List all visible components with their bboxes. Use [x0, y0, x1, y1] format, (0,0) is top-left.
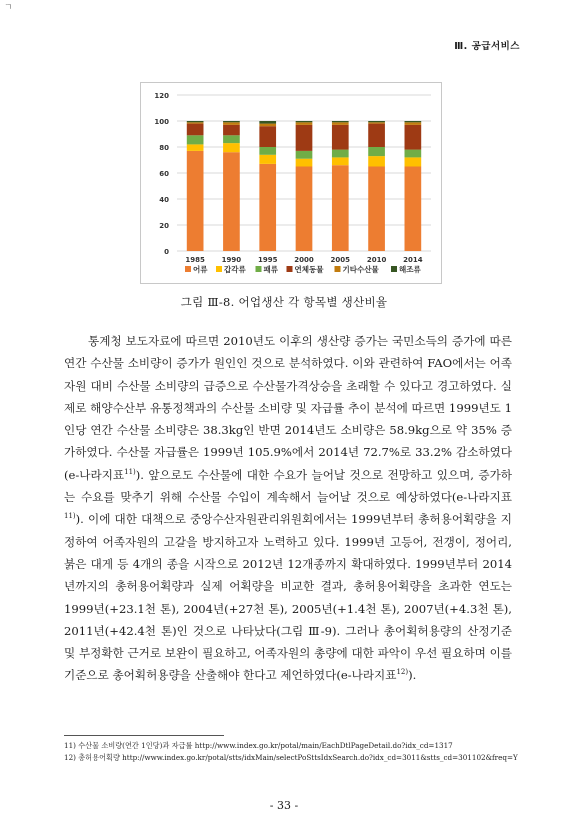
bar-segment: [368, 167, 385, 252]
bar-segment: [223, 121, 240, 122]
bar-segment: [368, 121, 385, 122]
bar-segment: [187, 124, 204, 136]
stacked-bar-chart: [140, 82, 442, 284]
bar-segment: [405, 122, 422, 125]
bar-segment: [259, 164, 276, 251]
bar-segment: [296, 159, 313, 167]
bar-segment: [332, 125, 349, 150]
bar-segment: [296, 151, 313, 159]
bar-segment: [223, 143, 240, 152]
bar-segment: [223, 122, 240, 125]
y-tick-label: 20: [159, 222, 169, 230]
bar-segment: [332, 150, 349, 158]
section-header: Ⅲ. 공급서비스: [454, 41, 520, 52]
y-tick-label: 120: [154, 92, 169, 100]
footnote-12: 12) 총허용어획량 http://www.index.go.kr/potal/stts/idxMain/selectPoSttsIdxSearch.do?idx_cd=3011&stts_cd=301102&freq=Y: [64, 753, 518, 762]
bar-segment: [368, 147, 385, 156]
bar-segment: [223, 125, 240, 135]
legend-swatch: [256, 266, 262, 272]
bar-segment: [296, 167, 313, 252]
y-tick-label: 0: [164, 248, 169, 256]
bar-segment: [296, 121, 313, 122]
legend-label: 연체동물: [294, 265, 324, 274]
footnotes: [64, 740, 534, 764]
bar-segment: [405, 167, 422, 252]
bar-segment: [332, 122, 349, 125]
legend-label: 해조류: [399, 265, 421, 274]
legend-swatch: [216, 266, 222, 272]
bar-segment: [332, 121, 349, 122]
bar-segment: [368, 124, 385, 147]
legend-swatch: [287, 266, 293, 272]
corner-mark: ㄱ: [4, 3, 13, 13]
bar-segment: [259, 124, 276, 127]
legend-label: 어류: [193, 265, 208, 274]
body-text-part-4: ).: [408, 668, 417, 683]
x-tick-label: 2000: [294, 256, 314, 264]
bar-segment: [259, 155, 276, 164]
footnote-11: 11) 수산물 소비량(연간 1인당)과 자급률 http://www.index.go.kr/potal/main/EachDtlPageDetail.do?idx_cd=1317: [64, 741, 453, 750]
x-tick-label: 1985: [185, 256, 205, 264]
bar-segment: [405, 157, 422, 166]
x-tick-label: 1995: [257, 256, 278, 264]
y-tick-label: 100: [154, 118, 169, 126]
chart-canvas: [141, 83, 441, 283]
bar-segment: [223, 152, 240, 251]
bar-segment: [332, 157, 349, 165]
legend-swatch: [335, 266, 341, 272]
bar-segment: [296, 125, 313, 151]
bar-segment: [259, 126, 276, 147]
x-tick-label: 2010: [366, 256, 387, 264]
footnote-ref: 11): [124, 467, 136, 476]
bar-segment: [405, 121, 422, 122]
bar-segment: [368, 156, 385, 166]
bar-segment: [187, 121, 204, 122]
x-tick-label: 1990: [221, 256, 242, 264]
body-text-part-1: 통계청 보도자료에 따르면 2010년도 이후의 생산량 증가는 국민소득의 증가에 따른 연간 수산물 소비량이 증가가 원인인 것으로 분석하였다. 이와 관련하여 FAO에서는 어족자원 대비 수산물 소비량의 급증으로 수산물가격상승을 초래할 수 있다고 경고하였다. 실제로 해양수산부 유통정책과의 수산물 소비량 및 자급률 추이 분석에 따르면 1999년도 1인당 연간 수산물 소비량은 38.3kg인 반면 2014년도 소비량은 58.9kg으로 약 35% 증가하였다. 수산물 자급률은 1999년 105.9%에서 2014년 72.7%로 33.2% 감소하였다(e-나라지표: [64, 334, 512, 482]
bar-segment: [259, 147, 276, 155]
body-paragraph: [64, 330, 512, 687]
bar-segment: [405, 150, 422, 158]
bar-segment: [259, 121, 276, 124]
bar-segment: [187, 151, 204, 251]
bar-segment: [187, 122, 204, 123]
x-tick-label: 2014: [403, 256, 423, 264]
legend-label: 갑각류: [224, 265, 246, 274]
bar-segment: [332, 165, 349, 251]
bar-segment: [405, 125, 422, 150]
y-tick-label: 80: [159, 144, 169, 152]
y-tick-label: 60: [159, 170, 169, 178]
figure-caption: 그림 Ⅲ-8. 어업생산 각 항목별 생산비율: [180, 295, 388, 309]
x-tick-label: 2005: [330, 256, 351, 264]
legend-swatch: [391, 266, 397, 272]
footnote-ref: 12): [396, 668, 409, 677]
legend-label: 기타수산물: [342, 265, 379, 274]
y-tick-label: 40: [159, 196, 169, 204]
footnote-ref: 11): [64, 512, 76, 521]
legend-label: 패류: [263, 265, 278, 274]
legend-swatch: [185, 266, 191, 272]
bar-segment: [296, 122, 313, 125]
footnote-divider: [64, 735, 224, 736]
bar-segment: [223, 135, 240, 143]
bar-segment: [187, 135, 204, 144]
body-text-part-3: ). 이에 대한 대책으로 중앙수산자원관리위원회에서는 1999년부터 총허용어획량을 지정하여 어족자원의 고갈을 방지하고자 노력하고 있다. 1999년 고등어, 전갱이, 정어리, 붉은 대게 등 4개의 종을 시작으로 2012년 12개종까지 확대하였다. 1999년부터 2014년까지의 총허용어획량과 실제 어획량을 비교한 결과, 총허용어획량을 초과한 연도는 1999년(+23.1천 톤), 2004년(+27천 톤), 2005년(+1.4천 톤), 2007년(+4.3천 톤), 2011년(+42.4천 톤)인 것으로 나타났다(그림 Ⅲ-9). 그러나 총어획허용량의 산정기준 및 부정확한 근거로 보완이 필요하고, 어족자원의 총량에 대한 파악이 우선 필요하며 이를 기준으로 총어획허용량을 산출해야 한다고 제언하였다(e-나라지표: [64, 512, 512, 683]
bar-segment: [368, 122, 385, 123]
bar-segment: [187, 144, 204, 151]
page-number: - 33 -: [269, 799, 299, 812]
body-text-part-2: ). 앞으로도 수산물에 대한 수요가 늘어날 것으로 전망하고 있으며, 증가하는 수요를 맞추기 위해 수산물 수입이 계속해서 늘어날 것으로 예상하였다(e-나라지표: [64, 467, 512, 505]
